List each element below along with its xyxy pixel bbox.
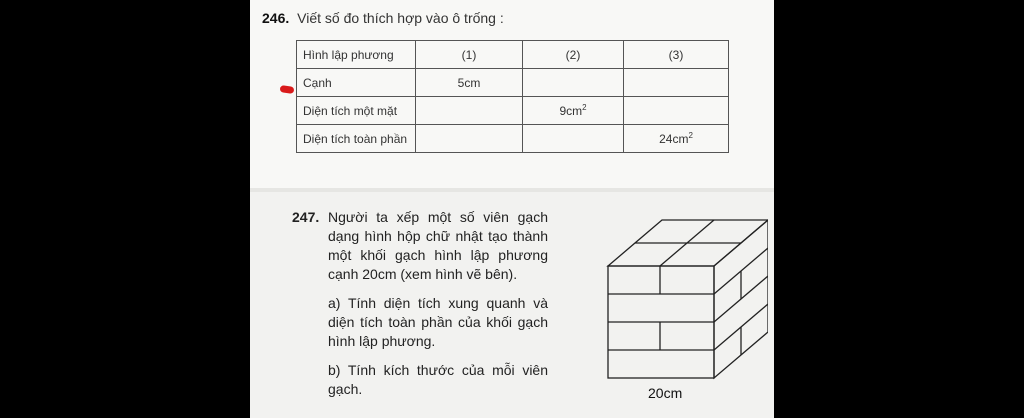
header-cell: (3) (624, 41, 729, 69)
cube-measurement-table (296, 40, 729, 153)
problem-246-heading (262, 10, 504, 26)
table-row-edge (297, 69, 729, 97)
header-cell: (1) (416, 41, 523, 69)
table-header-row (297, 41, 729, 69)
problem-247-statement: Người ta xếp một số viên gạch dạng hình hộp chữ nhật tạo thành một khối gạch hình lập phương cạnh 20cm (xem hình vẽ bên). (328, 209, 548, 282)
table-row-total-area (297, 125, 729, 153)
table-row-face-area (297, 97, 729, 125)
row-label: Cạnh (297, 69, 416, 97)
problem-247-number: 247. (292, 209, 320, 225)
total-area-exponent: 2 (688, 131, 693, 140)
problem-246-number: 246. (262, 10, 290, 26)
row-label: Diện tích toàn phần (297, 125, 416, 153)
problem-247-part-b: b) Tính kích thước của mỗi viên gạch. (328, 362, 548, 397)
face-area-exponent: 2 (582, 103, 587, 112)
empty-cell (624, 97, 729, 125)
empty-cell (624, 69, 729, 97)
face-area-value: 9cm (559, 104, 583, 118)
problem-247 (292, 208, 548, 409)
problem-247-part-a: a) Tính diện tích xung quanh và diện tích toàn phần của khối gạch hình lập phương. (328, 295, 548, 349)
empty-cell (523, 125, 624, 153)
empty-cell (523, 69, 624, 97)
row-label: Diện tích một mặt (297, 97, 416, 125)
cube-edge-label: 20cm (648, 385, 683, 401)
brick-cube-figure (604, 214, 768, 382)
table-cell (523, 97, 624, 125)
total-area-value: 24cm (659, 132, 689, 146)
header-cell: Hình lập phương (297, 41, 416, 69)
table-cell (624, 125, 729, 153)
empty-cell (416, 97, 523, 125)
header-cell: (2) (523, 41, 624, 69)
table-cell: 5cm (416, 69, 523, 97)
problem-247-body (328, 208, 548, 399)
problem-246-instruction: Viết số đo thích hợp vào ô trống : (297, 10, 504, 26)
empty-cell (416, 125, 523, 153)
textbook-page (250, 0, 774, 418)
